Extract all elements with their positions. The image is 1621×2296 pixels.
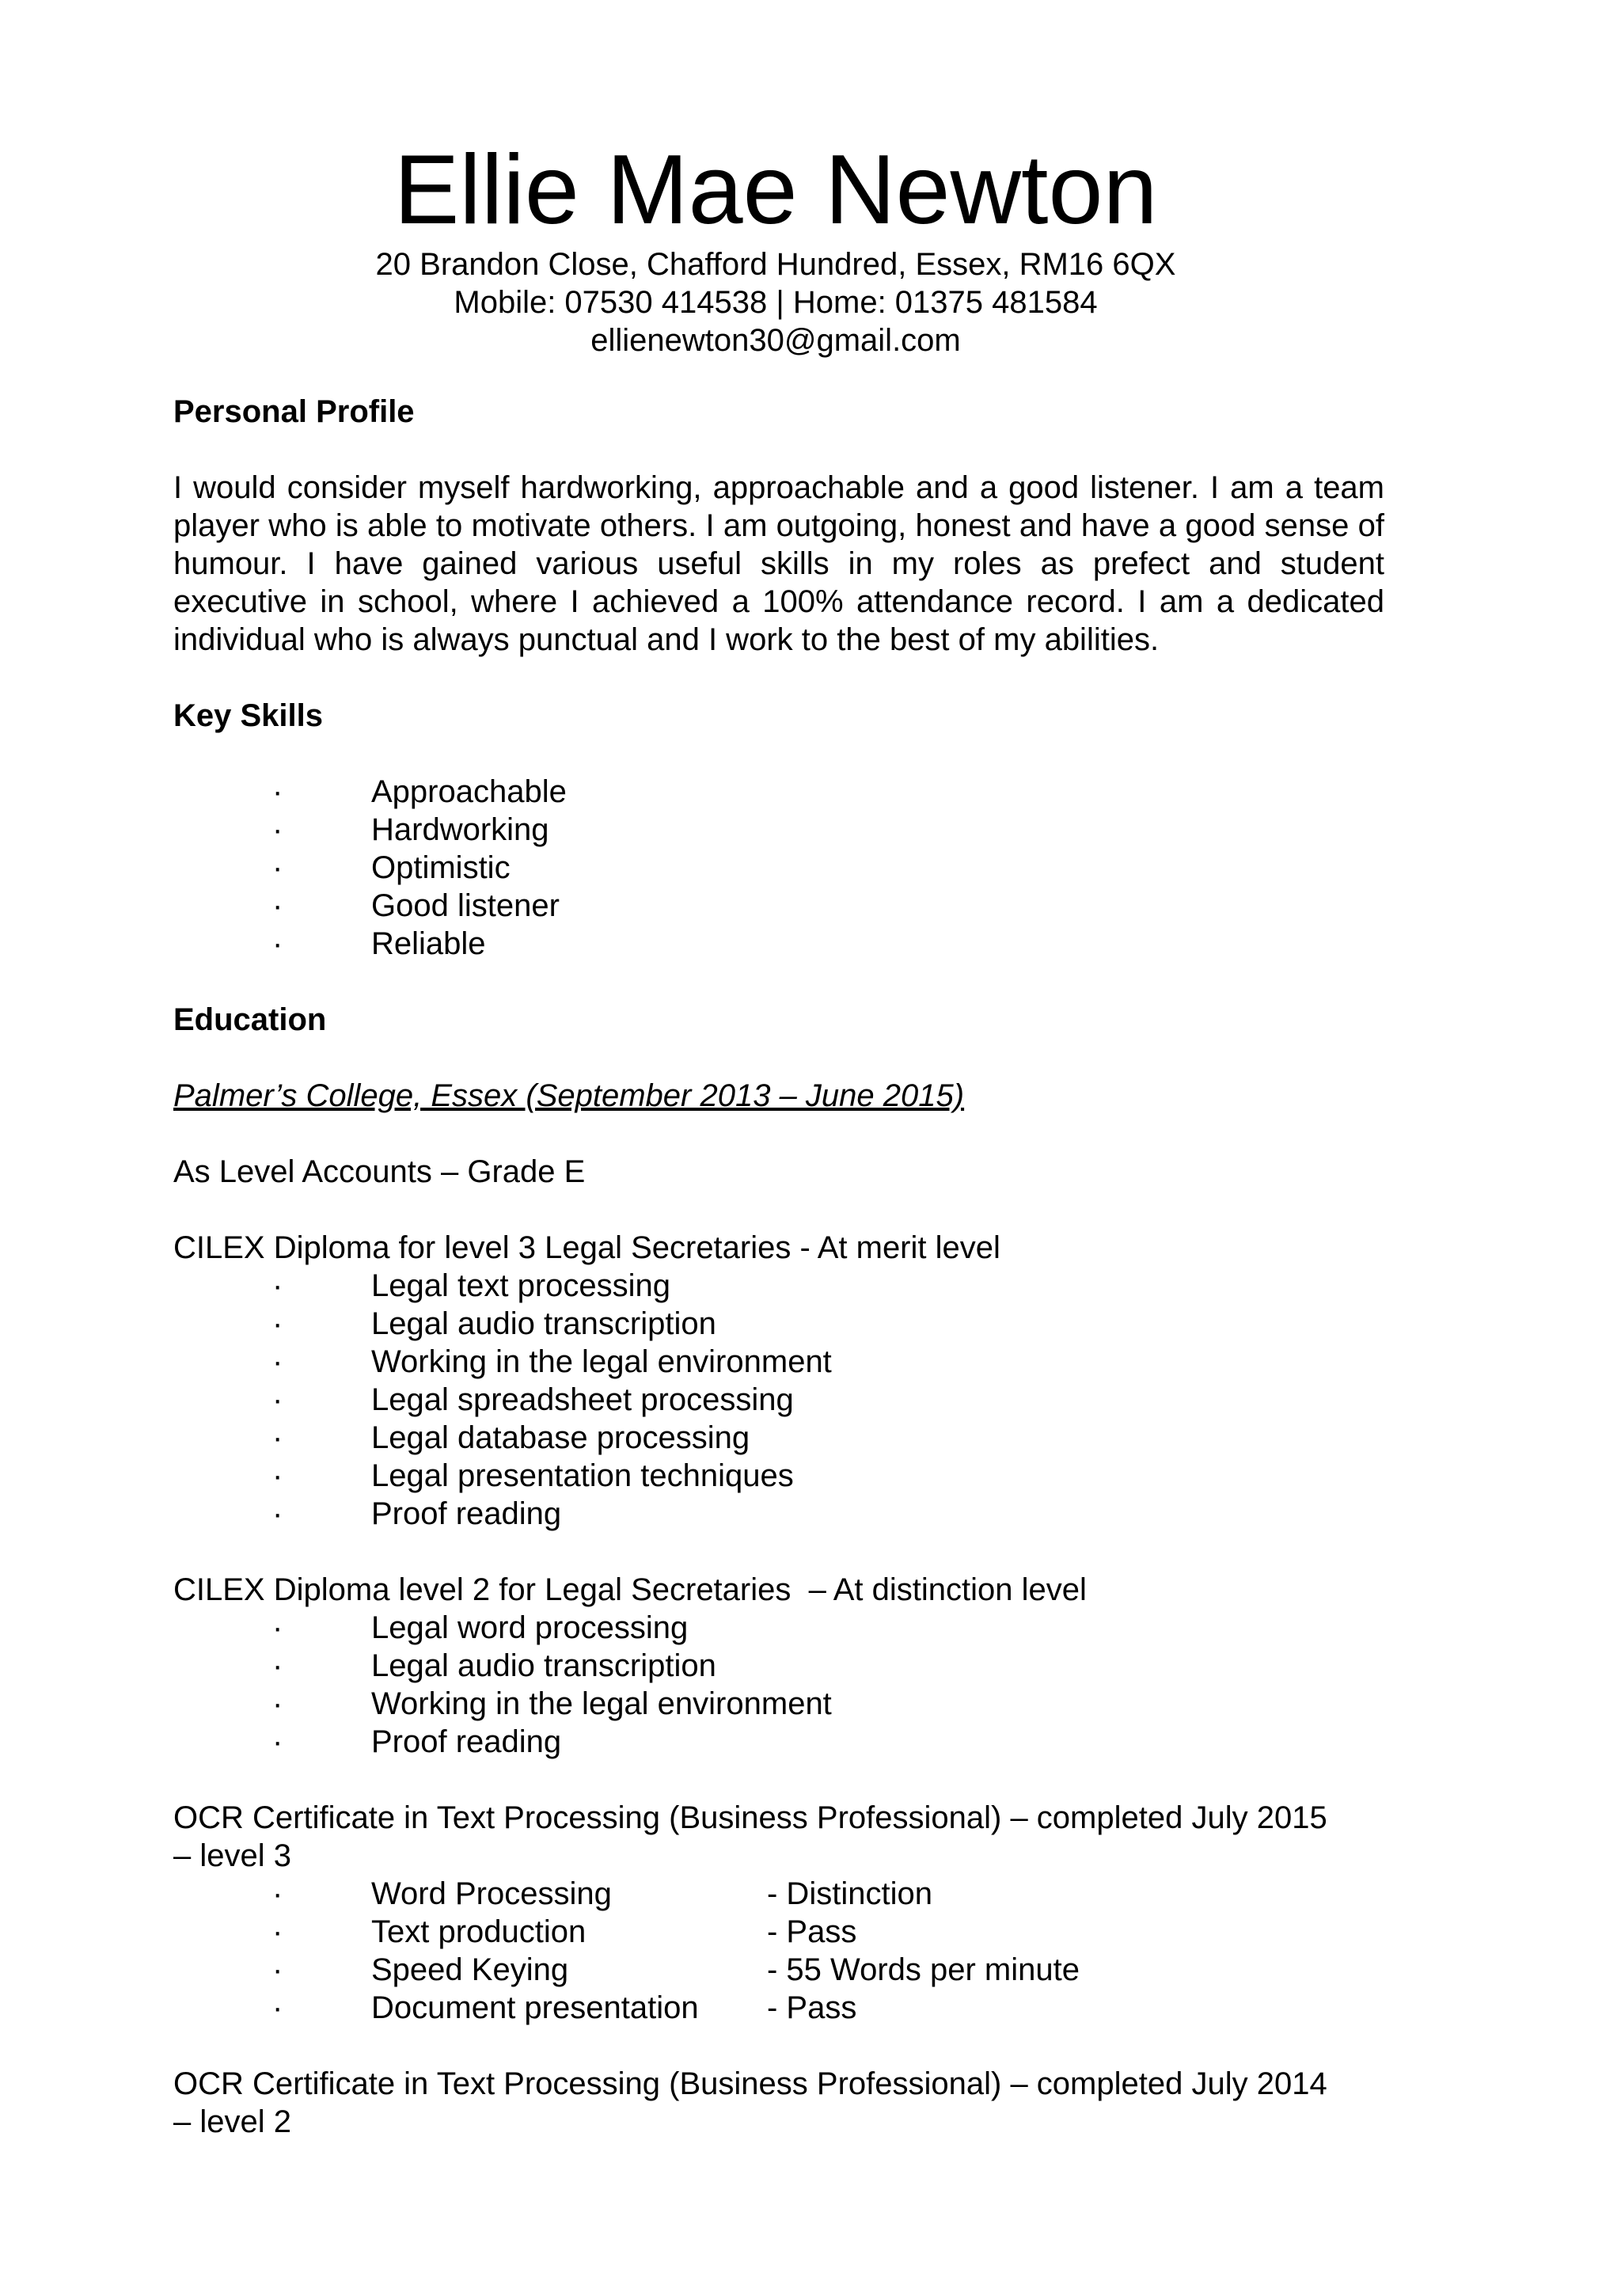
bullet-dot: · [272,1458,283,1493]
unit-result: - Distinction [767,1876,932,1911]
phone-numbers: Mobile: 07530 414538 | Home: 01375 481584 [454,285,1098,320]
module-label: Legal word processing [371,1610,689,1645]
unit-label: Text production [371,1914,587,1949]
bullet-dot: · [272,1306,283,1341]
bullet-dot: · [272,1648,283,1683]
bullet-dot: · [272,1382,283,1417]
list-item [173,1495,1384,1533]
list-item [173,1647,1384,1685]
list-item [173,1989,1384,2027]
bullet-dot: · [272,1344,283,1379]
bullet-dot: · [272,926,283,961]
skill-label: Optimistic [371,850,511,885]
list-item [173,1913,1384,1951]
module-label: Proof reading [371,1724,562,1759]
bullet-dot: · [272,850,283,885]
list-item [173,1609,1384,1647]
unit-label: Speed Keying [371,1952,569,1987]
list-item [173,1951,1384,1989]
personal-profile-text: I would consider myself hardworking, approachable and a good listener. I am a team player who is able to motivate others. I am outgoing, honest and have a good sense of humour. I have gained various useful skills in my roles as prefect and student executive in school, where I achieved a 100% attendance record. I am a dedicated individual who is always punctual and I work to the best of my abilities. [173,470,1384,657]
skill-label: Reliable [371,926,486,961]
bullet-dot: · [272,1610,283,1645]
list-item [173,811,1384,849]
list-item [173,1685,1384,1723]
personal-profile-heading: Personal Profile [173,394,415,429]
module-label: Legal presentation techniques [371,1458,794,1493]
bullet-dot: · [272,1952,283,1987]
list-item [173,1267,1384,1305]
module-label: Legal audio transcription [371,1648,716,1683]
as-level-qualification: As Level Accounts – Grade E [173,1154,586,1189]
module-label: Working in the legal environment [371,1344,832,1379]
bullet-dot: · [272,1876,283,1911]
module-label: Working in the legal environment [371,1686,832,1721]
ocr-level3-title: OCR Certificate in Text Processing (Business Professional) – completed July 2015 [173,1800,1327,1835]
key-skills-list [173,773,1384,963]
bullet-dot: · [272,1914,283,1949]
list-item [173,1381,1384,1419]
bullet-dot: · [272,888,283,923]
bullet-dot: · [272,1990,283,2025]
module-label: Legal database processing [371,1420,750,1455]
ocr-level2-title: OCR Certificate in Text Processing (Business Professional) – completed July 2014 [173,2066,1327,2101]
cilex-level2-block [173,1571,1384,1761]
unit-label: Word Processing [371,1876,612,1911]
cilex-level2-list [173,1609,1384,1761]
institution-title: Palmer’s College, Essex (September 2013 – June 2015) [173,1078,965,1113]
ocr-level2-block [173,2065,1384,2141]
list-item [173,1875,1384,1913]
unit-label: Document presentation [371,1990,699,2025]
list-item [173,1419,1384,1457]
cilex-level3-block [173,1229,1384,1533]
list-item [173,887,1384,925]
unit-result: - 55 Words per minute [767,1952,1080,1987]
ocr-level3-subtitle: – level 3 [173,1838,291,1873]
list-item [173,773,1384,811]
bullet-dot: · [272,1724,283,1759]
ocr-level2-subtitle: – level 2 [173,2104,291,2139]
list-item [173,849,1384,887]
ocr-level3-block [173,1799,1384,2027]
cilex-level3-title: CILEX Diploma for level 3 Legal Secretaries - At merit level [173,1230,1000,1265]
module-label: Legal spreadsheet processing [371,1382,794,1417]
cilex-level3-list [173,1267,1384,1533]
bullet-dot: · [272,1686,283,1721]
list-item [173,1723,1384,1761]
list-item [173,1305,1384,1343]
candidate-name: Ellie Mae Newton [393,135,1158,245]
bullet-dot: · [272,1496,283,1531]
bullet-dot: · [272,774,283,809]
unit-result: - Pass [767,1914,857,1949]
ocr-level3-list [173,1875,1384,2027]
cilex-level2-title: CILEX Diploma level 2 for Legal Secretaries – At distinction level [173,1572,1087,1607]
email-address: ellienewton30@gmail.com [590,323,961,358]
education-heading: Education [173,1002,327,1037]
skill-label: Good listener [371,888,560,923]
module-label: Legal text processing [371,1268,671,1303]
address: 20 Brandon Close, Chafford Hundred, Essex, RM16 6QX [375,247,1176,282]
unit-result: - Pass [767,1990,857,2025]
module-label: Legal audio transcription [371,1306,716,1341]
list-item [173,1343,1384,1381]
bullet-dot: · [272,1268,283,1303]
module-label: Proof reading [371,1496,562,1531]
bullet-dot: · [272,1420,283,1455]
list-item [173,925,1384,963]
skill-label: Hardworking [371,812,549,847]
cv-header [0,135,1551,359]
skill-label: Approachable [371,774,567,809]
key-skills-heading: Key Skills [173,698,324,733]
list-item [173,1457,1384,1495]
bullet-dot: · [272,812,283,847]
cv-content [173,393,1384,2141]
